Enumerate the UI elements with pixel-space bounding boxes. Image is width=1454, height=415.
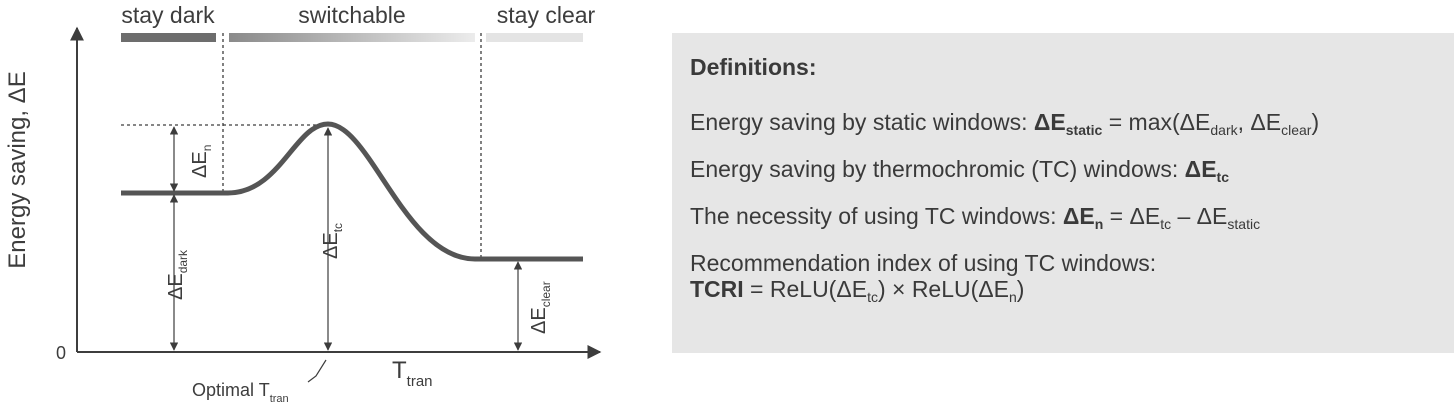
x-axis-title: $T_{tran}$	[392, 357, 433, 390]
switchable-bar	[229, 33, 475, 42]
optimal-t-tran-label: Optimal $T_{tran}$	[192, 380, 289, 405]
definitions-title: Definitions:	[690, 54, 817, 80]
delta-e-dark-label: $\Delta E_{dark}$	[165, 249, 190, 300]
delta-e-clear-label: $\Delta E_{clear}$	[528, 281, 553, 334]
delta-e-n-term: $\Delta E_n$	[1062, 203, 1104, 232]
tcri-definition-intro: Recommendation index of using TC windows:	[690, 250, 1157, 276]
optimal-pointer-line	[308, 360, 326, 382]
tcri-formula: TCRI = $ReLU(\Delta E_{tc})$ × $ReLU(\Delta E_n)$	[690, 276, 1025, 305]
delta-e-tc-label: $\Delta E_{tc}$	[320, 222, 345, 259]
energy-saving-curve	[121, 124, 583, 259]
y-axis-title: Energy saving, ΔE	[4, 71, 31, 269]
necessity-definition: The necessity of using TC windows: $\Delta E_n = \Delta E_{tc} - \Delta E_{static}$	[690, 203, 1261, 232]
stay-clear-label: stay clear	[496, 2, 596, 28]
delta-e-tc-term: $\Delta E_{tc}$	[1184, 156, 1229, 185]
static-windows-definition: Energy saving by static windows: $\Delta E_{static} = \max(\Delta E_{dark}$, $\Delta E_{clear}$)	[690, 109, 1320, 138]
tcri-term: TCRI	[690, 276, 744, 302]
stay-dark-bar	[121, 33, 216, 42]
switchable-label: switchable	[298, 2, 406, 28]
delta-e-static-term: $\Delta E_{static}$	[1033, 109, 1103, 138]
origin-label: 0	[56, 343, 67, 363]
energy-saving-diagram	[0, 0, 660, 415]
tc-windows-definition: Energy saving by thermochromic (TC) windows: $\Delta E_{tc}$	[690, 156, 1229, 185]
delta-e-n-label: $\Delta E_n$	[189, 144, 214, 178]
definitions-panel	[672, 33, 1454, 353]
stay-dark-label: stay dark	[121, 2, 215, 28]
stay-clear-bar	[486, 33, 583, 42]
